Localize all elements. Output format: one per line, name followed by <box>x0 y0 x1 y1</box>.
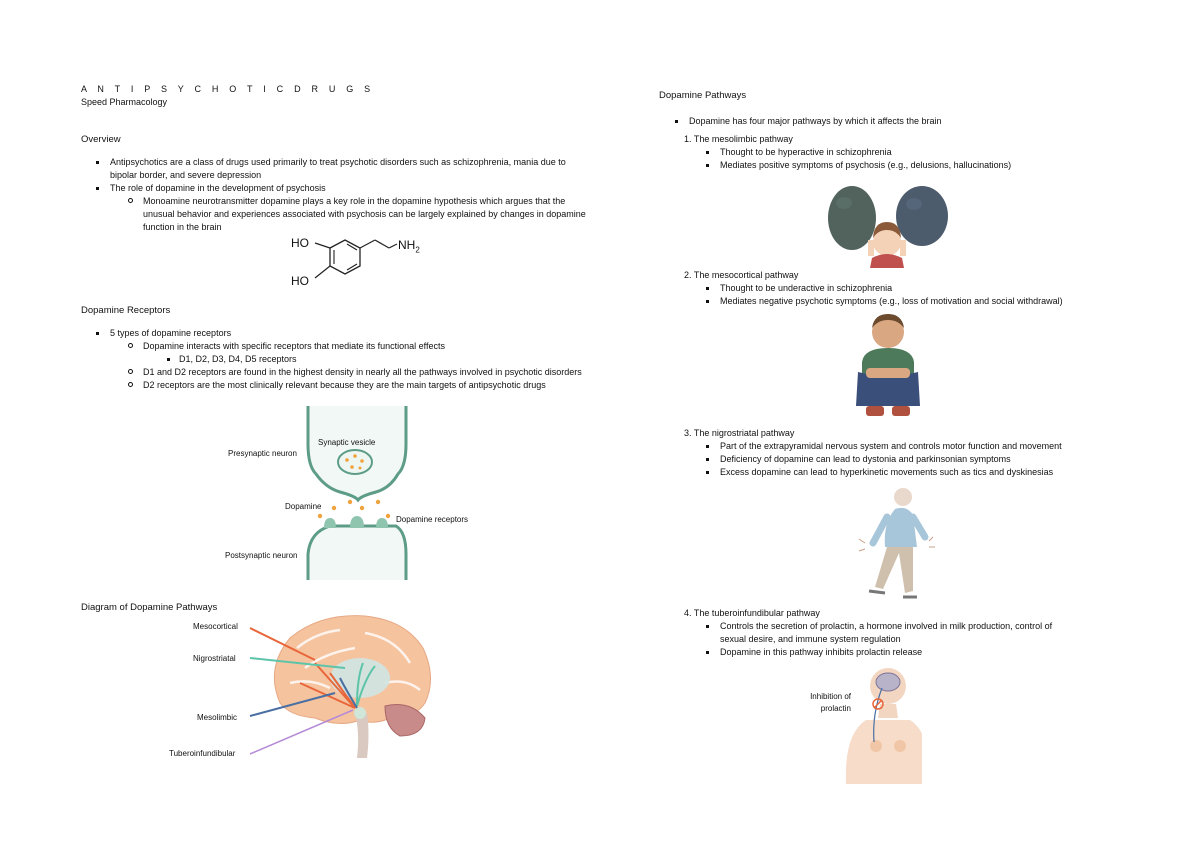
bullet-circle-icon <box>128 343 133 348</box>
bullet-square-icon <box>706 164 709 167</box>
bullet-square-icon <box>706 471 709 474</box>
pathway-2-bullet-1: Thought to be underactive in schizophrenia <box>720 283 893 293</box>
bullet-square-icon <box>706 300 709 303</box>
label-mesocortical: Mesocortical <box>193 622 238 631</box>
withdrawn-person-illustration <box>848 310 928 426</box>
label-dopamine-receptors: Dopamine receptors <box>396 515 469 524</box>
bullet-circle-icon <box>128 382 133 387</box>
prolactin-torso-illustration <box>842 664 922 784</box>
bullet-square-icon <box>167 358 170 361</box>
overview-bullet-2: The role of dopamine in the development of psychosis <box>110 183 326 193</box>
label-inhibition-line-2: prolactin <box>820 704 851 713</box>
pathway-4-title: 4. The tuberoinfundibular pathway <box>684 608 820 618</box>
label-mesolimbic: Mesolimbic <box>197 713 238 722</box>
pathway-2-bullet-2: Mediates negative psychotic symptoms (e.g., loss of motivation and social withdrawal) <box>720 296 1063 306</box>
label-nigrostriatal: Nigrostriatal <box>193 654 236 663</box>
bullet-square-icon <box>706 625 709 628</box>
bullet-square-icon <box>706 445 709 448</box>
pathway-3-bullet-2: Deficiency of dopamine can lead to dystonia and parkinsonian symptoms <box>720 454 1011 464</box>
bullet-square-icon <box>706 287 709 290</box>
label-inhibition-line-1: Inhibition of <box>810 692 851 701</box>
pathway-1-bullet-2: Mediates positive symptoms of psychosis (e.g., delusions, hallucinations) <box>720 160 1012 170</box>
pathways-heading: Dopamine Pathways <box>659 90 747 101</box>
overview-heading: Overview <box>81 134 121 145</box>
receptors-sub-2: D1 and D2 receptors are found in the highest density in nearly all the pathways involved in psychotic disorders <box>143 367 582 377</box>
bullet-square-icon <box>706 458 709 461</box>
pathway-1-bullet-1: Thought to be hyperactive in schizophrenia <box>720 147 892 157</box>
pathway-3-bullet-1: Part of the extrapyramidal nervous system and controls motor function and movement <box>720 441 1062 451</box>
receptors-sub-sub: D1, D2, D3, D4, D5 receptors <box>179 354 297 364</box>
pathway-4-bullet-1-line-2: sexual desire, and immune system regulation <box>720 634 901 644</box>
tremor-person-illustration <box>855 483 935 607</box>
molecule-ho-top: HO <box>291 236 309 250</box>
label-presynaptic-neuron: Presynaptic neuron <box>228 449 297 458</box>
overview-sub-line-3: function in the brain <box>143 222 222 232</box>
hallucination-illustration <box>822 178 952 268</box>
pathway-4-bullet-2: Dopamine in this pathway inhibits prolactin release <box>720 647 923 657</box>
bullet-square-icon <box>706 151 709 154</box>
molecule-nh-sub: 2 <box>415 245 420 255</box>
bullet-circle-icon <box>128 369 133 374</box>
pathways-intro: Dopamine has four major pathways by which it affects the brain <box>689 116 942 126</box>
bullet-square-icon <box>96 187 99 190</box>
overview-sub-line-2: unusual behavior and experiences associated with psychosis can be largely explained by changes in dopamine <box>143 209 586 219</box>
label-dopamine: Dopamine <box>285 502 322 511</box>
bullet-square-icon <box>96 332 99 335</box>
bullet-square-icon <box>706 651 709 654</box>
overview-bullet-1-line-2: bipolar border, and severe depression <box>110 170 262 180</box>
bullet-square-icon <box>675 120 678 123</box>
overview-bullet-1-line-1: Antipsychotics are a class of drugs used primarily to treat psychotic disorders such as schizophrenia, mania due to <box>110 157 566 167</box>
brain-pathways-diagram <box>245 608 445 768</box>
receptors-sub-3: D2 receptors are the most clinically relevant because they are the main targets of antipsychotic drugs <box>143 380 546 390</box>
molecule-nh: NH <box>398 238 416 252</box>
molecule-nh2 <box>398 238 420 257</box>
bullet-circle-icon <box>128 198 133 203</box>
receptors-bullet-1: 5 types of dopamine receptors <box>110 328 232 338</box>
label-synaptic-vesicle: Synaptic vesicle <box>318 438 376 447</box>
pathway-3-bullet-3: Excess dopamine can lead to hyperkinetic movements such as tics and dyskinesias <box>720 467 1054 477</box>
receptors-sub-1: Dopamine interacts with specific receptors that mediate its functional effects <box>143 341 445 351</box>
receptors-heading: Dopamine Receptors <box>81 305 171 316</box>
pathway-4-bullet-1-line-1: Controls the secretion of prolactin, a hormone involved in milk production, control of <box>720 621 1053 631</box>
pathway-2-title: 2. The mesocortical pathway <box>684 270 799 280</box>
document-title: A N T I P S Y C H O T I C D R U G S <box>81 84 375 94</box>
overview-sub-line-1: Monoamine neurotransmitter dopamine plays a key role in the dopamine hypothesis which argues that the <box>143 196 566 206</box>
pathway-3-title: 3. The nigrostriatal pathway <box>684 428 795 438</box>
bullet-square-icon <box>96 161 99 164</box>
pathway-1-title: 1. The mesolimbic pathway <box>684 134 793 144</box>
diagram-heading: Diagram of Dopamine Pathways <box>81 602 218 613</box>
label-postsynaptic-neuron: Postsynaptic neuron <box>225 551 298 560</box>
molecule-ho-bottom: HO <box>291 274 309 288</box>
label-tuberoinfundibular: Tuberoinfundibular <box>169 749 236 758</box>
document-subtitle: Speed Pharmacology <box>81 97 168 107</box>
synapse-diagram <box>300 404 420 584</box>
